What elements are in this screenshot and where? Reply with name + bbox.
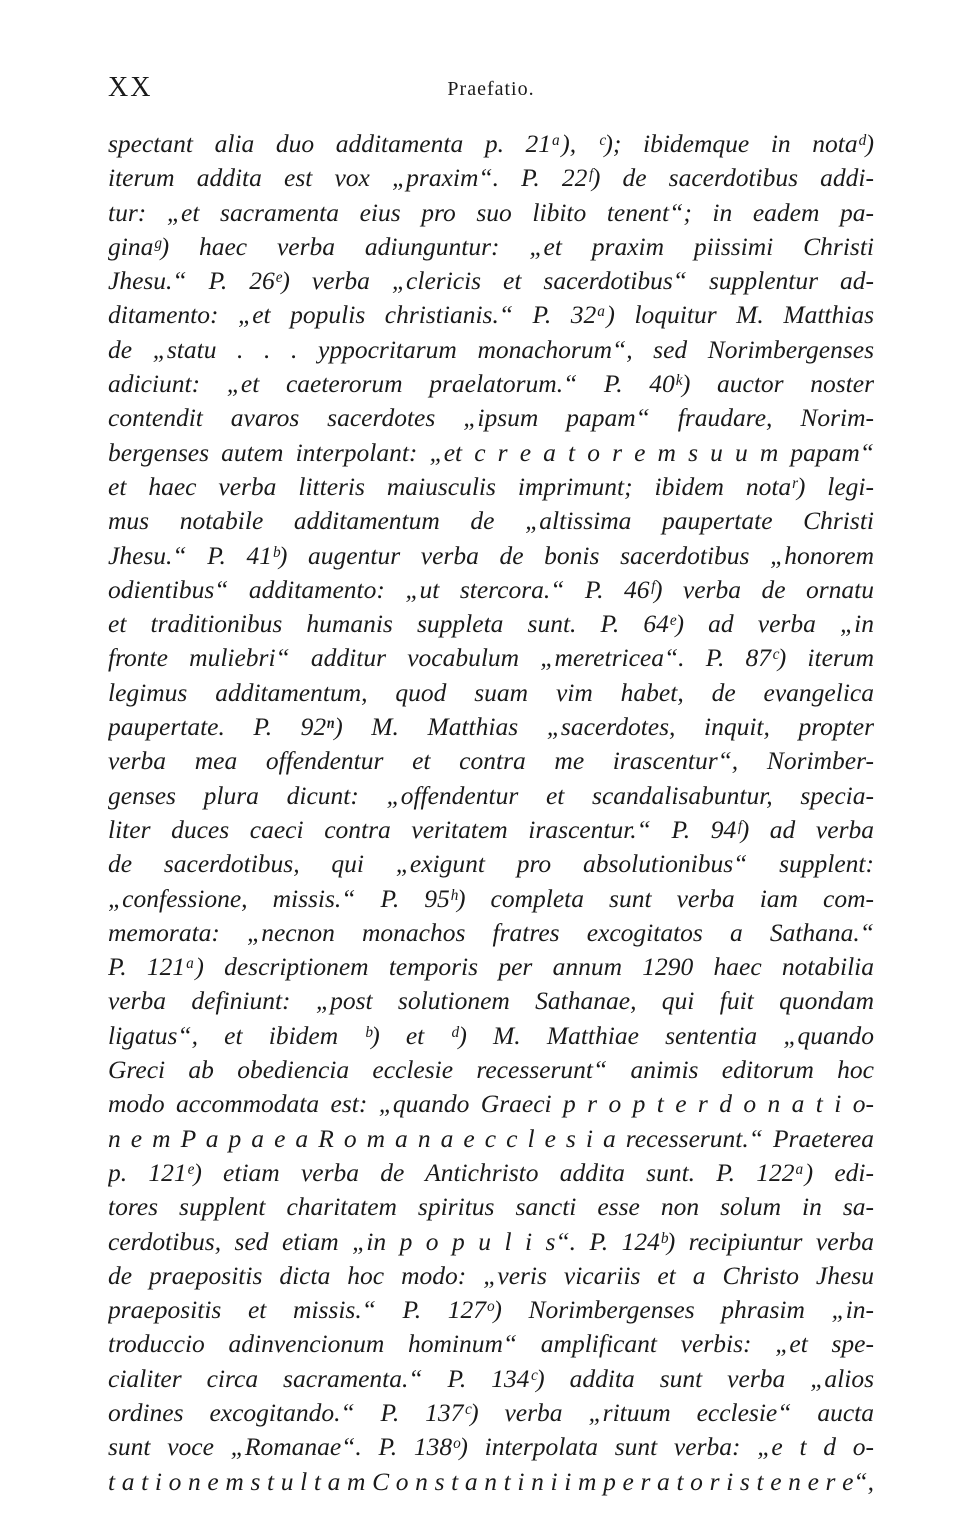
text-line: paupertate. P. 92ⁿ) M. Matthias „sacerdotes, inquit, propter — [108, 712, 874, 742]
text-line: n e m P a p a e a R o m a n a e c c l e s i a recesserunt.“ Praeterea — [108, 1123, 874, 1153]
text-line: genses plura dicunt: „offendentur et scandalisabuntur, specia- — [108, 780, 874, 810]
text-line: mus notabile additamentum de „altissima paupertate Christi — [108, 506, 874, 536]
text-line: ligatus“, et ibidem ᵇ) et ᵈ) M. Matthiae sententia „quando — [108, 1020, 874, 1050]
text-line: P. 121ᵃ) descriptionem temporis per annum 1290 haec notabilia — [108, 952, 874, 982]
text-line: fronte muliebri“ additur vocabulum „meretricea“. P. 87ᶜ) iterum — [108, 643, 874, 673]
page-number: XX — [108, 72, 153, 103]
text-line: t a t i o n e m s t u l t a m C o n s t a n t i n i i m p e r a t o r i s t e n e r e“, — [108, 1466, 874, 1496]
text-line: modo accommodata est: „quando Graeci p r o p t e r d o n a t i o- — [108, 1089, 874, 1119]
text-line: Greci ab obediencia ecclesie recesserunt“ animis editorum hoc — [108, 1055, 874, 1085]
running-head — [108, 72, 874, 112]
text-line: et haec verba litteris maiusculis imprimunt; ibidem notaʳ) legi- — [108, 471, 874, 501]
text-line: ditamento: „et populis christianis.“ P. 32ᵃ) loquitur M. Matthias — [108, 300, 874, 330]
text-line: iterum addita est vox „praxim“. P. 22ᶠ) de sacerdotibus addi- — [108, 163, 874, 193]
text-line: liter duces caeci contra veritatem irascentur.“ P. 94ᶠ) ad verba — [108, 814, 874, 844]
text-line: verba mea offendentur et contra me irascentur“, Norimber- — [108, 746, 874, 776]
text-line: bergenses autem interpolant: „et c r e a t o r e m s u u m papam“ — [108, 437, 874, 467]
text-line: legimus additamentum, quod suam vim habet, de evangelica — [108, 677, 874, 707]
text-line: praepositis et missis.“ P. 127ᵒ) Norimbergenses phrasim „in- — [108, 1295, 874, 1325]
text-line: odientibus“ additamento: „ut stercora.“ P. 46ᶠ) verba de ornatu — [108, 574, 874, 604]
text-line: Jhesu.“ P. 26ᵉ) verba „clericis et sacerdotibus“ supplentur ad- — [108, 266, 874, 296]
text-line: tur: „et sacramenta eius pro suo libito tenent“; in eadem pa- — [108, 197, 874, 227]
text-line: memorata: „necnon monachos fratres excogitatos a Sathana.“ — [108, 917, 874, 947]
text-line: de „statu . . . yppocritarum monachorum“, sed Norimbergenses — [108, 334, 874, 364]
text-line: cialiter circa sacramenta.“ P. 134ᶜ) addita sunt verba „alios — [108, 1363, 874, 1393]
text-line: ordines excogitando.“ P. 137ᶜ) verba „rituum ecclesie“ aucta — [108, 1397, 874, 1427]
text-line: et traditionibus humanis suppleta sunt. P. 64ᵉ) ad verba „in — [108, 609, 874, 639]
text-line: de praepositis dicta hoc modo: „veris vicariis et a Christo Jhesu — [108, 1260, 874, 1290]
text-line: spectant alia duo additamenta p. 21ᵃ), ᶜ); ibidemque in notaᵈ) — [108, 129, 874, 158]
text-line: p. 121ᵉ) etiam verba de Antichristo addita sunt. P. 122ᵃ) edi- — [108, 1157, 874, 1187]
text-line: de sacerdotibus, qui „exigunt pro absolutionibus“ supplent: — [108, 849, 874, 879]
text-line: troduccio adinvencionum hominum“ amplificant verbis: „et spe- — [108, 1329, 874, 1359]
text-line: „confessione, missis.“ P. 95ʰ) completa sunt verba iam com- — [108, 883, 874, 913]
body-text — [108, 127, 874, 1499]
text-line: tores supplent charitatem spiritus sancti esse non solum in sa- — [108, 1192, 874, 1222]
running-title: Praefatio. — [447, 78, 535, 100]
text-line: contendit avaros sacerdotes „ipsum papam“ fraudare, Norim- — [108, 403, 874, 433]
text-line: Jhesu.“ P. 41ᵇ) augentur verba de bonis sacerdotibus „honorem — [108, 540, 874, 570]
text-line: sunt voce „Romanae“. P. 138ᵒ) interpolata sunt verba: „e t d o- — [108, 1432, 874, 1462]
text-line: cerdotibus, sed etiam „in p o p u l i s“. P. 124ᵇ) recipiuntur verba — [108, 1226, 874, 1256]
text-line: ginaᵍ) haec verba adiunguntur: „et praxim piissimi Christi — [108, 231, 874, 261]
text-line: verba definiunt: „post solutionem Sathanae, qui fuit quondam — [108, 986, 874, 1016]
text-line: adiciunt: „et caeterorum praelatorum.“ P. 40ᵏ) auctor noster — [108, 369, 874, 399]
